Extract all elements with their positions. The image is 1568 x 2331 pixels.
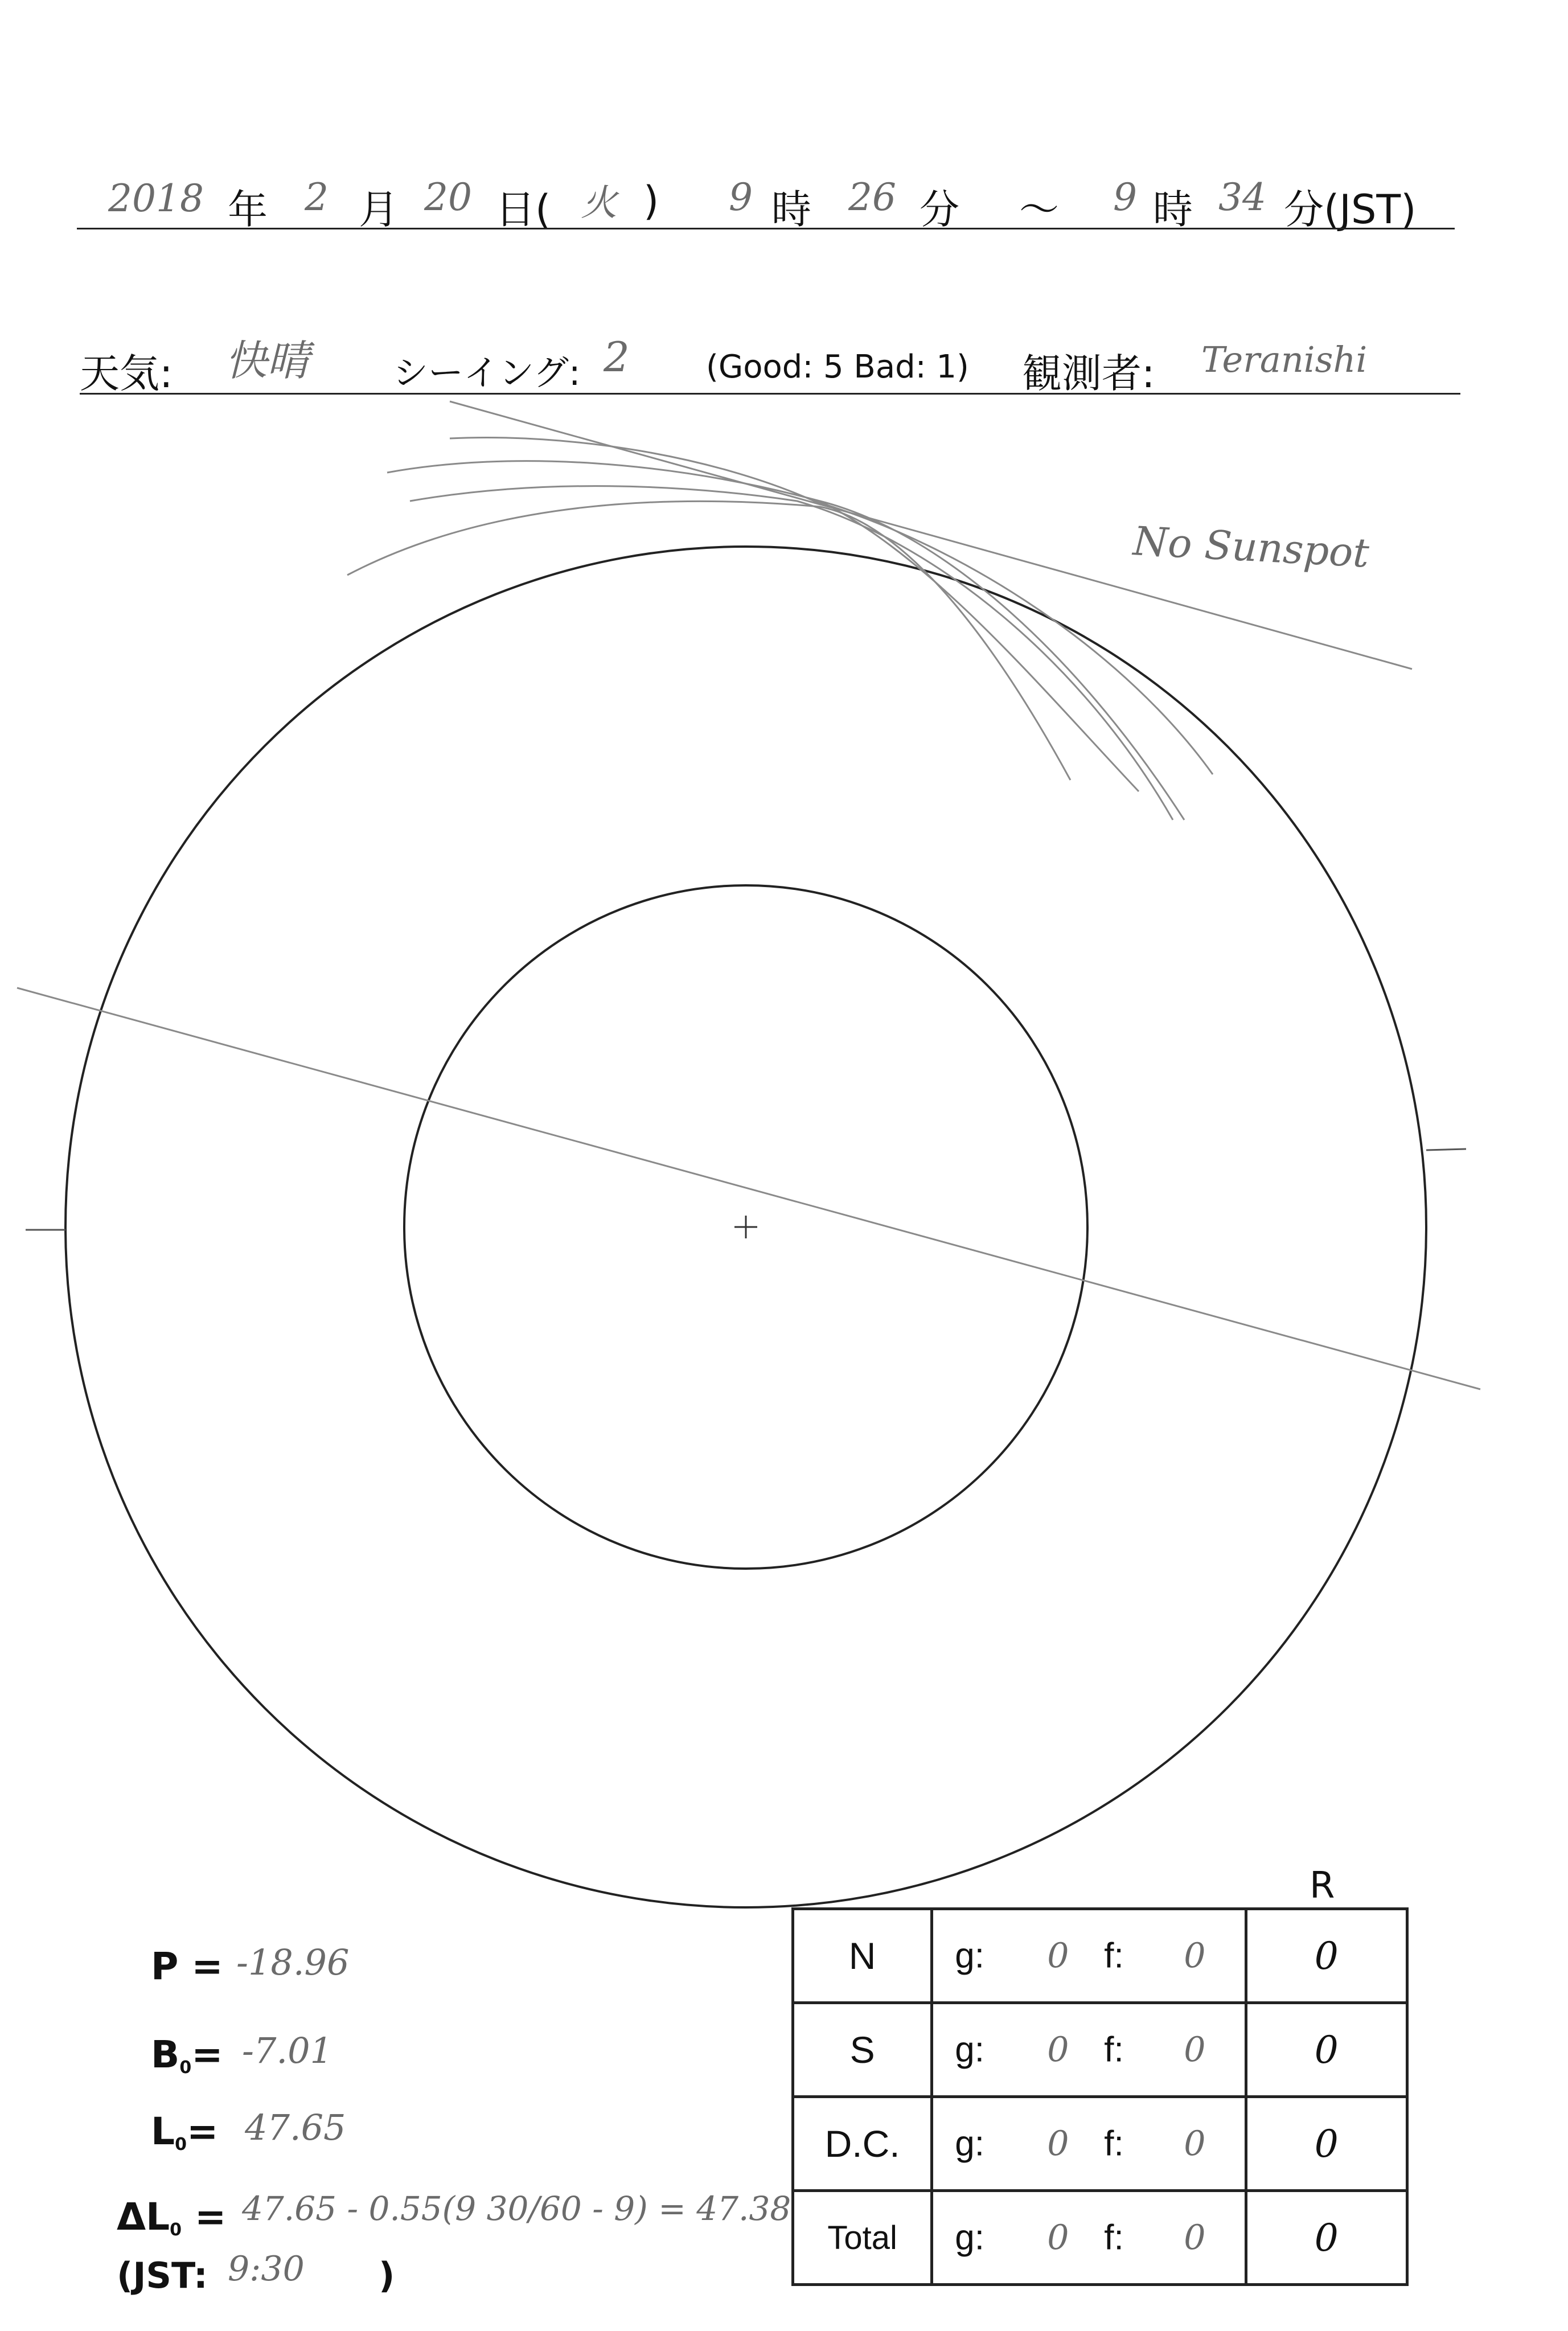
- start-hour-value: 9: [729, 175, 753, 219]
- month-label: 月: [359, 186, 399, 233]
- f-value: 0: [1184, 1936, 1206, 1976]
- end-min-label: 分(JST): [1284, 186, 1417, 233]
- table-row: [793, 2097, 1407, 2191]
- end-hour-value: 9: [1113, 175, 1137, 219]
- month-value: 2: [305, 175, 329, 219]
- f-label: f:: [1104, 2030, 1124, 2070]
- weekday-value: 火: [581, 182, 617, 224]
- jst-value: 9:30: [228, 2249, 305, 2289]
- row-label: D.C.: [793, 2097, 932, 2191]
- seeing-label: シーイング:: [393, 352, 581, 393]
- f-label: f:: [1104, 2218, 1124, 2258]
- jst-close: ): [379, 2255, 395, 2296]
- observer-value: Teranishi: [1201, 339, 1368, 380]
- day-label: 日(: [495, 186, 551, 233]
- group-flare-cell: [932, 2191, 1246, 2285]
- year-value: 2018: [108, 177, 204, 220]
- f-value: 0: [1184, 2218, 1206, 2258]
- f-value: 0: [1184, 2124, 1206, 2164]
- r-value: 0: [1246, 2097, 1407, 2191]
- weather-label: 天気:: [80, 350, 173, 397]
- f-value: 0: [1184, 2030, 1206, 2070]
- row-label: S: [793, 2003, 932, 2097]
- p-label: P =: [151, 1944, 223, 1988]
- end-hour-label: 時: [1153, 186, 1193, 233]
- group-flare-cell: [932, 2003, 1246, 2097]
- r-value: 0: [1246, 2003, 1407, 2097]
- west-tick-mark: [1426, 1149, 1466, 1150]
- table-row: [793, 1909, 1407, 2003]
- g-label: g:: [955, 1936, 984, 1976]
- equator-axis-line: [17, 988, 1480, 1389]
- start-min-value: 26: [848, 175, 896, 219]
- delta-l0-formula: 47.65 - 0.55(9 30/60 - 9) = 47.38: [242, 2189, 791, 2228]
- l0-value: 47.65: [245, 2107, 346, 2148]
- row-label: N: [793, 1909, 932, 2003]
- g-value: 0: [1047, 1936, 1069, 1976]
- weather-value: 快晴: [225, 336, 309, 385]
- sunspot-count-table: [791, 1907, 1409, 2286]
- table-row: [793, 2003, 1407, 2097]
- delta-l0-label: $\Delta L_0$ =: [117, 2195, 227, 2240]
- observer-label: 観測者:: [1022, 350, 1155, 397]
- p-value: -18.96: [236, 1942, 350, 1983]
- g-label: g:: [955, 2218, 984, 2258]
- group-flare-cell: [932, 2097, 1246, 2191]
- b0-label: $B_0=$: [151, 2033, 223, 2078]
- g-label: g:: [955, 2030, 984, 2070]
- r-value: 0: [1246, 1909, 1407, 2003]
- day-value: 20: [424, 175, 472, 219]
- jst-label: (JST:: [117, 2255, 208, 2296]
- faint-contour-strokes: [347, 437, 1213, 820]
- weekday-close: ): [643, 178, 659, 224]
- r-column-header: R: [1310, 1865, 1335, 1907]
- l0-label: $L_0=$: [151, 2110, 219, 2154]
- time-range-tilde: ～: [1019, 186, 1059, 233]
- end-min-value: 34: [1218, 175, 1266, 219]
- g-value: 0: [1047, 2124, 1069, 2164]
- row-label: Total: [793, 2191, 932, 2285]
- start-min-label: 分: [920, 186, 959, 233]
- g-value: 0: [1047, 2218, 1069, 2258]
- table-row: [793, 2191, 1407, 2285]
- f-label: f:: [1104, 1936, 1124, 1976]
- group-flare-cell: [932, 1909, 1246, 2003]
- no-sunspot-note: No Sunspot: [1132, 518, 1370, 577]
- start-hour-label: 時: [771, 186, 811, 233]
- f-label: f:: [1104, 2124, 1124, 2164]
- b0-value: -7.01: [242, 2030, 333, 2071]
- g-value: 0: [1047, 2030, 1069, 2070]
- year-label: 年: [228, 186, 268, 233]
- r-value: 0: [1246, 2191, 1407, 2285]
- seeing-value: 2: [604, 333, 630, 381]
- g-label: g:: [955, 2124, 984, 2164]
- seeing-scale: (Good: 5 Bad: 1): [706, 348, 969, 385]
